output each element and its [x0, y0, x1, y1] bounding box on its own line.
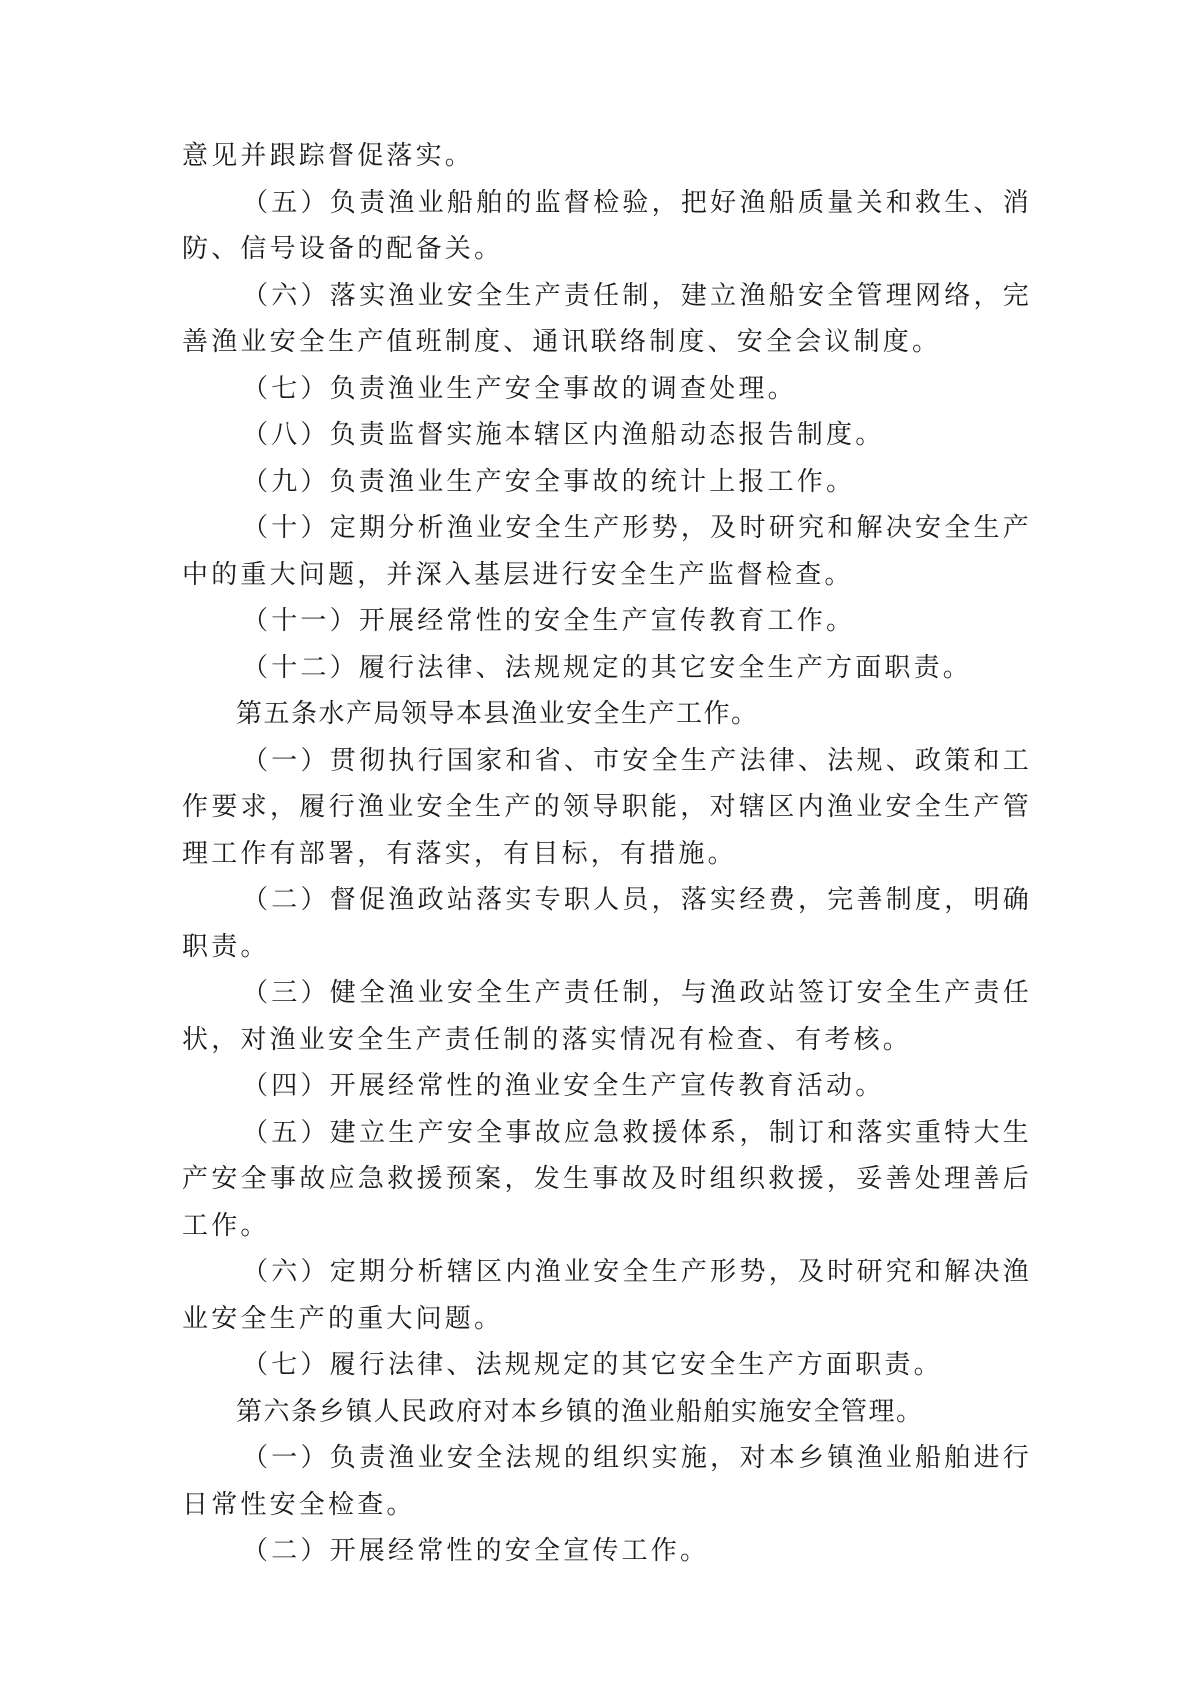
document-page — [182, 133, 1032, 1575]
paragraph-item: （十一）开展经常性的安全生产宣传教育工作。 — [242, 606, 856, 636]
paragraph-item: （三）健全渔业安全生产责任制，与渔政站签订安全生产责任状，对渔业安全生产责任制的落实情况有检查、有考核。 — [182, 978, 1032, 1055]
paragraph-item: （九）负责渔业生产安全事故的统计上报工作。 — [242, 466, 856, 497]
paragraph-item: （二）开展经常性的安全宣传工作。 — [242, 1536, 710, 1566]
paragraph-item: （二）督促渔政站落实专职人员，落实经费，完善制度，明确职责。 — [182, 885, 1032, 962]
paragraph-item: （一）负责渔业安全法规的组织实施，对本乡镇渔业船舶进行日常性安全检查。 — [182, 1443, 1032, 1520]
paragraph-item: （十二）履行法律、法规规定的其它安全生产方面职责。 — [242, 652, 973, 683]
paragraph-item: （十）定期分析渔业安全生产形势，及时研究和解决安全生产中的重大问题，并深入基层进行安全生产监督检查。 — [182, 513, 1032, 590]
paragraph-item: （七）履行法律、法规规定的其它安全生产方面职责。 — [242, 1350, 943, 1380]
paragraph-item: （七）负责渔业生产安全事故的调查处理。 — [242, 373, 797, 404]
article-heading: 第六条乡镇人民政府对本乡镇的渔业船舶实施安全管理。 — [236, 1396, 924, 1427]
paragraph-item: （八）负责监督实施本辖区内渔船动态报告制度。 — [242, 420, 885, 450]
article-heading: 第五条水产局领导本县渔业安全生产工作。 — [236, 699, 759, 729]
paragraph-item: （五）建立生产安全事故应急救援体系，制订和落实重特大生产安全事故应急救援预案，发生事故及时组织救援，妥善处理善后工作。 — [182, 1117, 1032, 1241]
paragraph-item: （六）落实渔业安全生产责任制，建立渔船安全管理网络，完善渔业安全生产值班制度、通讯联络制度、安全会议制度。 — [182, 280, 1032, 357]
paragraph-item: （五）负责渔业船舶的监督检验，把好渔船质量关和救生、消防、信号设备的配备关。 — [182, 187, 1032, 264]
paragraph-item: （四）开展经常性的渔业安全生产宣传教育活动。 — [242, 1071, 885, 1101]
paragraph-continuation: 意见并跟踪督促落实。 — [182, 141, 475, 171]
paragraph-item: （一）贯彻执行国家和省、市安全生产法律、法规、政策和工作要求，履行渔业安全生产的领导职能，对辖区内渔业安全生产管理工作有部署，有落实，有目标，有措施。 — [182, 745, 1032, 869]
paragraph-item: （六）定期分析辖区内渔业安全生产形势，及时研究和解决渔业安全生产的重大问题。 — [182, 1257, 1032, 1334]
